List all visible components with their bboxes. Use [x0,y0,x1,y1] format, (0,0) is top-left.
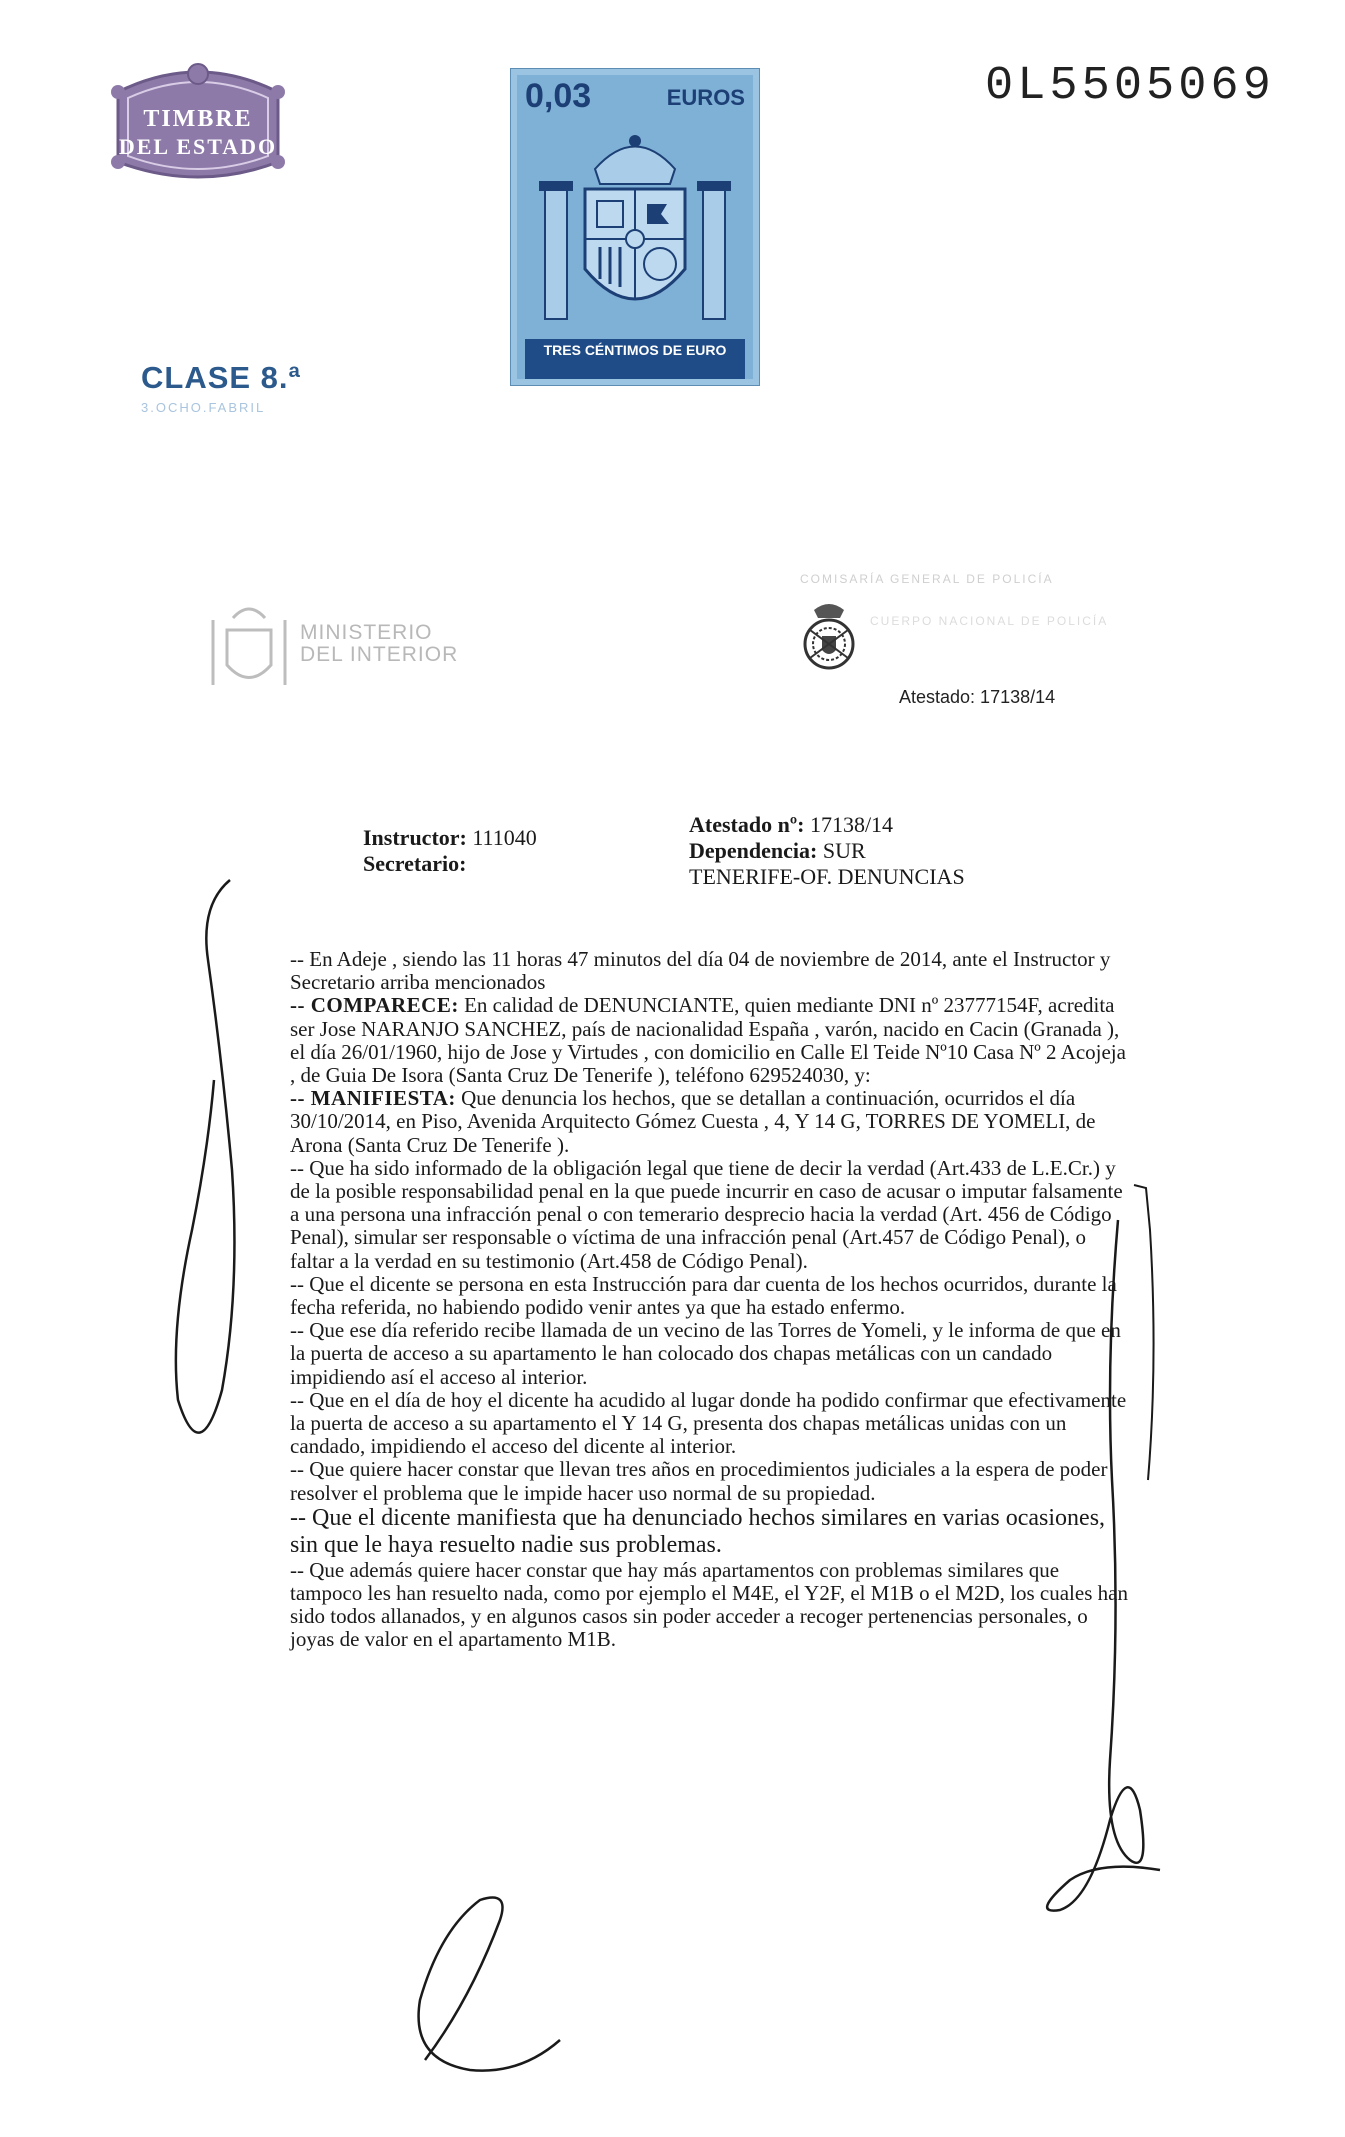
instructor-value: 111040 [472,825,537,850]
svg-text:DEL ESTADO: DEL ESTADO [118,134,278,159]
paragraph-intro: -- En Adeje , siendo las 11 horas 47 minutos del día 04 de noviembre de 2014, ante el Instructor y Secretario arriba mencionados [290,947,1111,995]
ministry-name [300,622,458,666]
paragraph-confirmation: -- Que en el día de hoy el dicente ha acudido al lugar donde ha podido confirmar que efectivamente la puerta de acceso a su apartamento el Y 14 G, presenta dos chapas metálicas unidas con un candado, impidiendo el acceso del dicente al interior. [290,1387,1127,1459]
manifiesta-label: -- MANIFIESTA: [290,1086,456,1111]
paragraph-manifiesta [290,1087,1135,1157]
manifiesta-text: Que denuncia los hechos, que se detallan a continuación, ocurridos el día 30/10/2014, en Piso, Avenida Arquitecto Gómez Cuesta , 4, Y 14 G, TORRES DE YOMELI, de Arona (Santa Cruz De Tenerife ). [290,1086,1096,1157]
signature-stroke-bottom [419,1898,560,2071]
police-badge-icon [800,600,858,679]
revenue-stamp [510,68,760,386]
atestado-reference: Atestado: 17138/14 [899,687,1056,707]
atestado-value: 17138/14 [809,812,894,837]
instructor-label: Instructor: [363,825,467,850]
paragraph-neighbor-call: -- Que ese día referido recibe llamada de un vecino de las Torres de Yomeli, y le informa de que en la puerta de acceso a su apartamento le han colocado dos chapas metálicas con un candado impidiendo así el acceso al interior. [290,1318,1121,1389]
ministry-line-1: MINISTERIO [300,621,433,644]
clase-label: CLASE 8.ª [141,360,302,395]
clase-sublabel: 3.OCHO.FABRIL [141,400,266,415]
coat-of-arms-icon [535,129,735,334]
paragraph-appearance: -- Que el dicente se persona en esta Instrucción para dar cuenta de los hechos ocurridos, durante la fecha referida, no habiendo podido venir antes ya que ha estado enfermo. [290,1271,1117,1320]
ministry-crest-icon [205,600,295,695]
ministry-line-2: DEL INTERIOR [300,643,459,666]
comparece-text: En calidad de DENUNCIANTE, quien mediante DNI nº 23777154F, acredita ser Jose NARANJO SANCHEZ, país de nacionalidad España , varón, nacido en Cacin (Granada ), el día 26/01/1960, hijo de Jose y Virtudes , con domicilio en Calle El Teide Nº10 Casa Nº 2 Acojeja , de Guia De Isora (Santa Cruz De Tenerife ), teléfono 629524030, y: [290,993,1126,1088]
signature-stroke-left [176,880,235,1433]
timbre-del-estado-seal [98,52,298,192]
stamp-value-band: TRES CÉNTIMOS DE EURO [525,339,745,379]
stamp-currency: EUROS [666,85,745,110]
stamp-value: 0,03 [525,77,592,115]
signature-stroke-right-2 [1134,1185,1154,1480]
police-header-line: COMISARÍA GENERAL DE POLICÍA [800,572,1054,586]
comparece-label: -- COMPARECE: [290,993,459,1018]
atestado-label: Atestado nº: [689,812,805,837]
dependencia-line-2: TENERIFE-OF. DENUNCIAS [689,864,965,889]
header-right [689,812,965,890]
paragraph-judicial: -- Que quiere hacer constar que llevan tres años en procedimientos judiciales a la espera de poder resolver el problema que le impide hacer uso normal de su propiedad. [290,1457,1108,1505]
header-left [363,825,537,877]
paragraph-previous-reports: -- Que el dicente manifiesta que ha denunciado hechos similares en varias ocasiones, sin que le haya resuelto nadie sus problemas. [290,1504,1106,1558]
seal-ornament-icon [98,52,298,192]
statement-body [290,948,1135,1652]
dependencia-label: Dependencia: [689,838,818,863]
svg-text:TIMBRE: TIMBRE [143,106,253,132]
paragraph-comparece [290,994,1135,1087]
dependencia-value: SUR [822,838,866,863]
serial-number: 0L5505069 [985,60,1275,113]
secretario-label: Secretario: [363,851,467,876]
paragraph-legal-notice: -- Que ha sido informado de la obligación legal que tiene de decir la verdad (Art.433 de L.E.Cr.) y de la posible responsabilidad penal en la que puede incurrir en caso de acusar o imputar falsamente a una persona una infracción penal o con temerario desprecio hacia la verdad (Art. 456 de Código Penal), simular ser responsable o víctima de una infracción penal (Art.457 de Código Penal), o faltar a la verdad en su testimonio (Art.458 de Código Penal). [290,1155,1123,1273]
paragraph-other-apartments: -- Que además quiere hacer constar que hay más apartamentos con problemas similares que tampoco les han resuelto nada, como por ejemplo el M4E, el Y2F, el M1B o el M2D, los cuales han sido todos allanados, y en algunos casos sin poder acceder a recoger pertenencias personales, o joyas de valor en el apartamento M1B. [290,1557,1128,1652]
police-header-line-2: CUERPO NACIONAL DE POLICÍA [870,614,1109,628]
